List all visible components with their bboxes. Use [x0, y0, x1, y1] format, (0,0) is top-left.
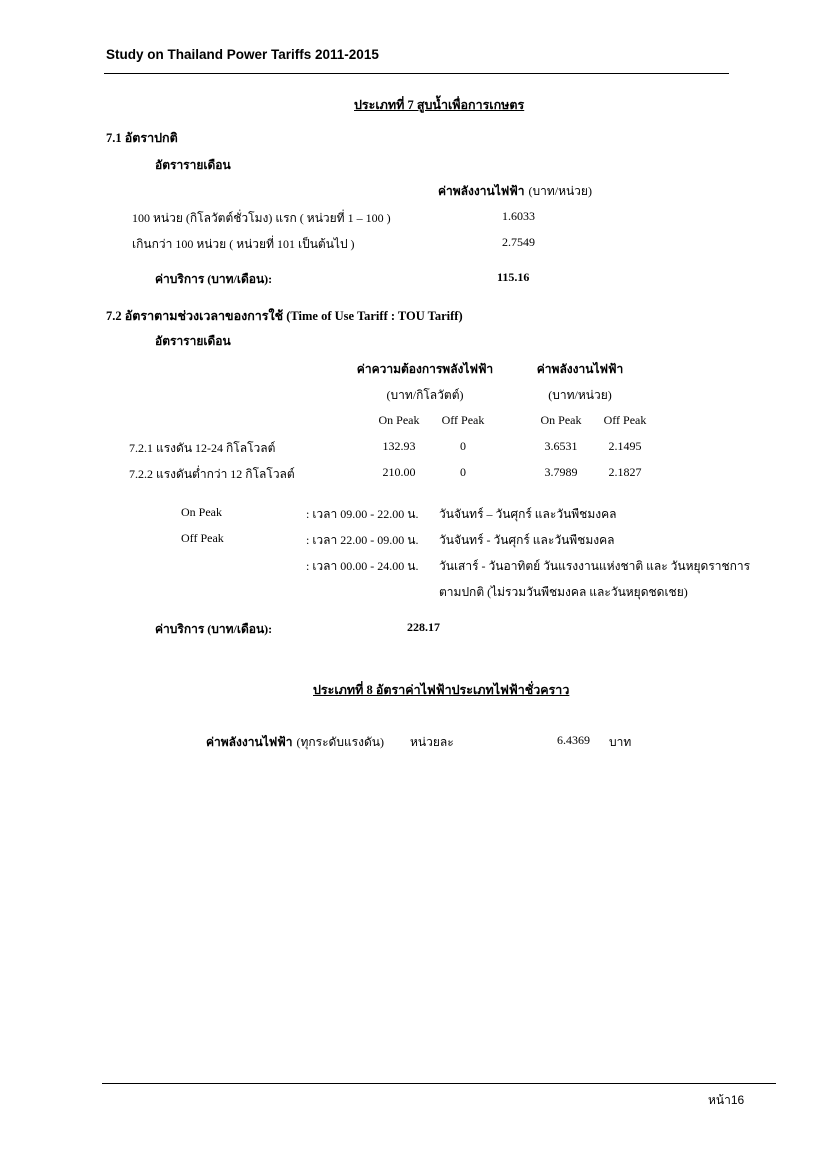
period-days-continued: ตามปกติ (ไม่รวมวันพืชมงคล และวันหยุดชดเชย) [439, 585, 688, 599]
col-energy-off-peak: Off Peak [603, 413, 647, 427]
tou-demand-off-value: 0 [460, 439, 466, 453]
section-7-2-heading: 7.2 อัตราตามช่วงเวลาของการใช้ (Time of Use Tariff : TOU Tariff) [106, 309, 463, 323]
rate-row-label: เกินกว่า 100 หน่วย ( หน่วยที่ 101 เป็นต้นไป ) [132, 237, 355, 251]
temporary-energy-charge-value: 6.4369 [557, 733, 590, 747]
energy-charge-header [438, 182, 592, 201]
col-demand-on-peak: On Peak [378, 413, 420, 427]
service-charge-label: ค่าบริการ (บาท/เดือน): [155, 272, 273, 286]
tou-row-label: 7.2.2 แรงดันต่ำกว่า 12 กิโลโวลต์ [129, 467, 295, 481]
col-demand-off-peak: Off Peak [441, 413, 485, 427]
type7-title: ประเภทที่ 7 สูบน้ำเพื่อการเกษตร [354, 98, 525, 112]
tou-demand-on-value: 210.00 [382, 465, 416, 479]
period-time: : เวลา 22.00 - 09.00 น. [306, 533, 419, 547]
energy-charge-header: ค่าพลังงานไฟฟ้า [536, 362, 624, 376]
period-days: วันจันทร์ – วันศุกร์ และวันพืชมงคล [439, 507, 617, 521]
footer-rule [102, 1083, 776, 1084]
rate-row-value: 1.6033 [502, 209, 535, 223]
section-7-2-monthly-label: อัตรารายเดือน [155, 334, 231, 348]
period-days: วันจันทร์ - วันศุกร์ และวันพืชมงคล [439, 533, 615, 547]
section-7-1-monthly-label: อัตรารายเดือน [155, 158, 231, 172]
tou-energy-off-value: 2.1827 [608, 465, 642, 479]
demand-charge-unit: (บาท/กิโลวัตต์) [386, 388, 464, 402]
col-energy-on-peak: On Peak [540, 413, 582, 427]
service-charge-label: ค่าบริการ (บาท/เดือน): [155, 622, 273, 636]
page-number: หน้า16 [708, 1093, 745, 1107]
demand-charge-header: ค่าความต้องการพลังไฟฟ้า [356, 362, 494, 376]
period-days: วันเสาร์ - วันอาทิตย์ วันแรงงานแห่งชาติ และ วันหยุดราชการ [439, 559, 751, 573]
energy-charge-header-label: ค่าพลังงานไฟฟ้า [438, 184, 525, 198]
currency-label: บาท [609, 735, 632, 749]
temporary-energy-charge-label-bold: ค่าพลังงานไฟฟ้า [206, 735, 293, 749]
period-time: : เวลา 09.00 - 22.00 น. [306, 507, 419, 521]
rate-row-value: 2.7549 [502, 235, 535, 249]
tou-energy-off-value: 2.1495 [608, 439, 642, 453]
temporary-energy-charge-label [206, 733, 384, 752]
type8-title: ประเภทที่ 8 อัตราค่าไฟฟ้าประเภทไฟฟ้าชั่วคราว [313, 683, 570, 697]
per-unit-label: หน่วยละ [410, 735, 454, 749]
header-rule [104, 73, 729, 74]
section-7-1-heading: 7.1 อัตราปกติ [106, 131, 178, 145]
tou-demand-on-value: 132.93 [382, 439, 416, 453]
energy-charge-header-unit: (บาท/หน่วย) [528, 184, 592, 198]
tou-row-label: 7.2.1 แรงดัน 12-24 กิโลโวลต์ [129, 441, 276, 455]
tou-energy-on-value: 3.7989 [544, 465, 578, 479]
service-charge-value: 228.17 [407, 620, 440, 634]
temporary-energy-charge-label-voltage: (ทุกระดับแรงดัน) [296, 735, 384, 749]
tou-energy-on-value: 3.6531 [544, 439, 578, 453]
service-charge-value: 115.16 [497, 270, 530, 284]
period-time: : เวลา 00.00 - 24.00 น. [306, 559, 419, 573]
period-name: Off Peak [181, 531, 224, 545]
tou-demand-off-value: 0 [460, 465, 466, 479]
energy-charge-unit: (บาท/หน่วย) [548, 388, 612, 402]
rate-row-label: 100 หน่วย (กิโลวัตต์ชั่วโมง) แรก ( หน่วยที่ 1 – 100 ) [132, 211, 391, 225]
document-header-title: Study on Thailand Power Tariffs 2011-2015 [106, 47, 379, 62]
period-name: On Peak [181, 505, 222, 519]
